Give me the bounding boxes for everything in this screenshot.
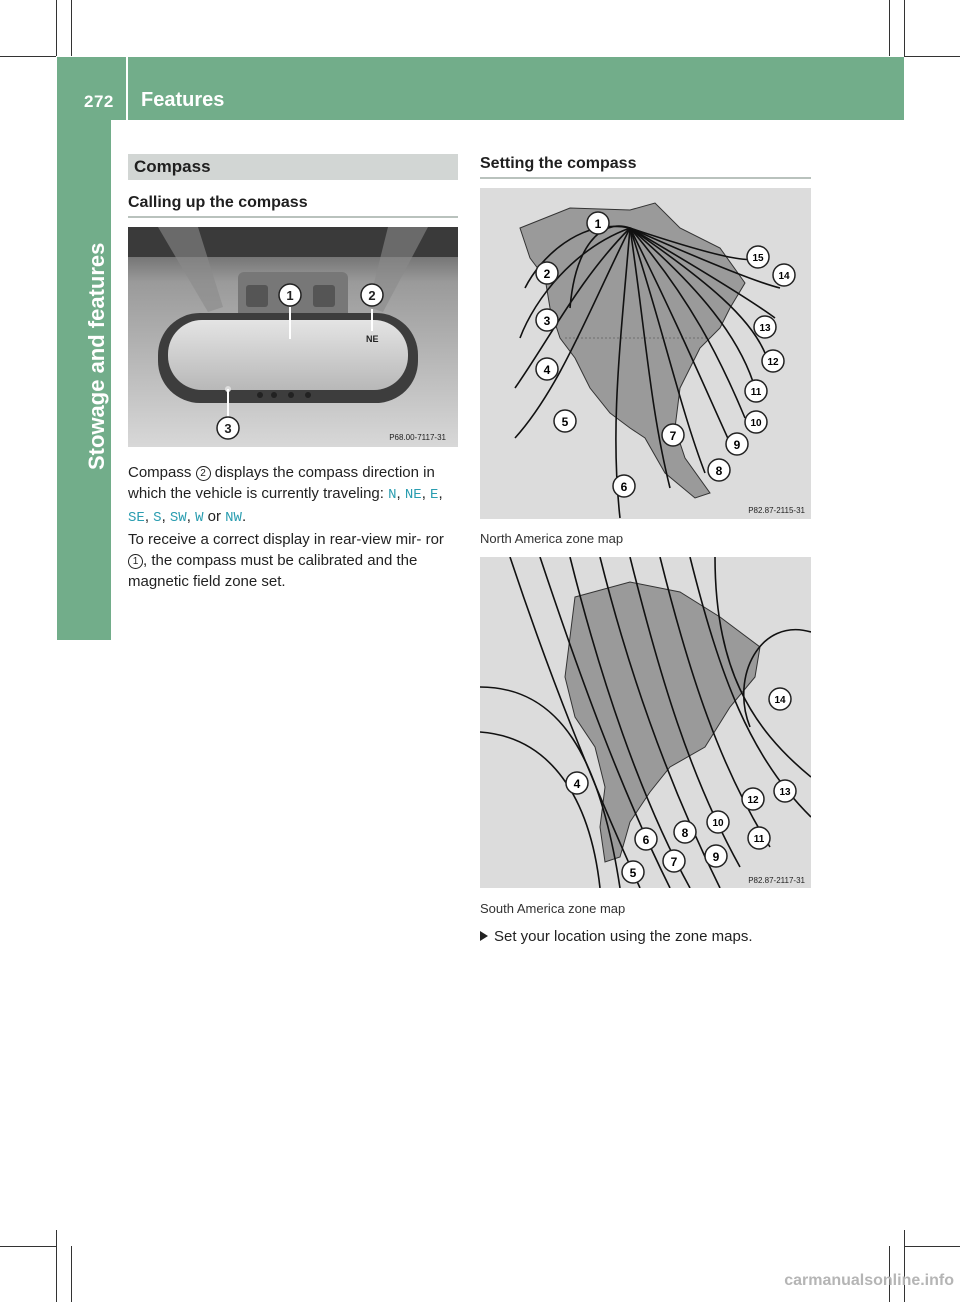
svg-text:14: 14 — [774, 695, 786, 706]
zone-12 — [762, 350, 784, 372]
crop-mark — [904, 56, 960, 57]
zone-15 — [747, 246, 769, 268]
instruction-text: Set your location using the zone maps. — [494, 928, 753, 945]
zone-5 — [554, 410, 576, 432]
svg-text:10: 10 — [750, 418, 762, 429]
arrow-right-icon — [480, 931, 488, 941]
crop-mark — [904, 1230, 905, 1302]
svg-text:4: 4 — [573, 777, 581, 791]
para-text: , the compass must be calibrated and the magnetic field zone set. — [128, 552, 418, 590]
zone-8 — [674, 821, 696, 843]
direction-ne: NE — [404, 487, 422, 503]
crop-mark — [56, 1230, 57, 1302]
direction-sw: SW — [169, 510, 187, 526]
crop-mark — [0, 56, 56, 57]
north-america-map-svg — [480, 188, 811, 519]
north-america-caption: North America zone map — [480, 531, 624, 546]
zone-3 — [536, 309, 558, 331]
para-text: displays the compass direction in which the vehicle is currently traveling: — [128, 464, 435, 502]
zone-9 — [726, 433, 748, 455]
svg-text:3: 3 — [224, 421, 232, 436]
zone-14 — [773, 264, 795, 286]
subheading-setting: Setting the compass — [480, 155, 637, 172]
svg-text:3: 3 — [543, 314, 551, 328]
zone-4 — [566, 772, 588, 794]
zone-8 — [708, 459, 730, 481]
direction-nw: NW — [225, 510, 242, 526]
svg-text:11: 11 — [753, 834, 765, 845]
para-text: . — [241, 508, 247, 525]
calibration-note — [128, 529, 462, 592]
header-divider — [126, 57, 128, 120]
svg-text:2: 2 — [368, 288, 376, 303]
svg-text:4: 4 — [543, 363, 551, 377]
crop-mark — [71, 1246, 72, 1302]
direction-e: E — [430, 487, 439, 503]
mirror-illustration — [128, 227, 458, 447]
svg-text:8: 8 — [681, 826, 689, 840]
svg-text:9: 9 — [712, 850, 720, 864]
zone-10 — [707, 811, 729, 833]
svg-text:2: 2 — [543, 267, 551, 281]
svg-text:15: 15 — [752, 253, 764, 264]
zone-4 — [536, 358, 558, 380]
watermark: carmanualsonline.info — [784, 1272, 954, 1289]
zone-6 — [635, 828, 657, 850]
svg-text:9: 9 — [733, 438, 741, 452]
crop-mark — [0, 1246, 56, 1247]
svg-text:7: 7 — [669, 429, 677, 443]
instruction-step — [480, 928, 753, 945]
svg-text:6: 6 — [642, 833, 650, 847]
subheading-rule — [128, 216, 458, 218]
crop-mark — [56, 0, 57, 56]
zone-11 — [748, 827, 770, 849]
section-heading: Compass — [134, 157, 211, 176]
figure-code: P68.00-7117-31 — [389, 433, 446, 442]
zone-13 — [774, 780, 796, 802]
svg-text:11: 11 — [750, 387, 762, 398]
south-america-caption: South America zone map — [480, 901, 626, 916]
svg-text:8: 8 — [715, 464, 723, 478]
page-title: Features — [141, 89, 225, 111]
south-america-map-svg — [480, 557, 811, 888]
direction-w: W — [195, 510, 204, 526]
subheading-rule — [480, 177, 811, 179]
svg-text:10: 10 — [712, 818, 724, 829]
crop-mark — [904, 1246, 960, 1247]
south-america-map — [480, 557, 811, 888]
figure-code: P82.87-2117-31 — [748, 876, 805, 885]
zone-11 — [745, 380, 767, 402]
svg-text:14: 14 — [778, 271, 790, 282]
crop-mark — [889, 0, 890, 56]
svg-text:12: 12 — [747, 795, 759, 806]
direction-se: SE — [128, 510, 145, 526]
subheading-calling-up: Calling up the compass — [128, 194, 308, 211]
para-text: To receive a correct display in rear-view mir- ror — [128, 531, 444, 548]
svg-text:12: 12 — [767, 357, 779, 368]
callout-ref-1: 1 — [128, 554, 143, 569]
side-tab-label: Stowage and features — [84, 242, 109, 470]
zone-13 — [754, 316, 776, 338]
svg-text:1: 1 — [594, 217, 602, 231]
svg-text:13: 13 — [779, 787, 791, 798]
zone-10 — [745, 411, 767, 433]
mirror-compass-display: NE — [366, 334, 379, 344]
zone-9 — [705, 845, 727, 867]
zone-14 — [769, 688, 791, 710]
page-number: 272 — [84, 92, 114, 111]
para-text: or — [207, 508, 221, 525]
compass-description: Compass 2 displays the compass direction in which the vehicle is currently traveling: N, NE, E, SE, S, SW, W or NW. — [128, 464, 443, 526]
zone-5 — [622, 861, 644, 883]
svg-text:5: 5 — [561, 415, 569, 429]
zone-7 — [663, 850, 685, 872]
zone-7 — [662, 424, 684, 446]
figure-code: P82.87-2115-31 — [748, 506, 805, 515]
callout-2 — [361, 284, 383, 306]
zone-12 — [742, 788, 764, 810]
svg-text:13: 13 — [759, 323, 771, 334]
zone-1 — [587, 212, 609, 234]
direction-n: N — [388, 487, 397, 503]
para-text: Compass — [128, 464, 196, 481]
direction-s: S — [153, 510, 162, 526]
north-america-map — [480, 188, 811, 519]
svg-text:6: 6 — [620, 480, 628, 494]
zone-2 — [536, 262, 558, 284]
callout-1 — [279, 284, 301, 306]
svg-text:7: 7 — [670, 855, 678, 869]
svg-text:1: 1 — [286, 288, 294, 303]
svg-text:5: 5 — [629, 866, 637, 880]
crop-mark — [71, 0, 72, 56]
zone-6 — [613, 475, 635, 497]
crop-mark — [904, 0, 905, 56]
callout-ref-2: 2 — [196, 466, 211, 481]
mirror-figure — [128, 227, 458, 447]
callout-3 — [217, 417, 239, 439]
